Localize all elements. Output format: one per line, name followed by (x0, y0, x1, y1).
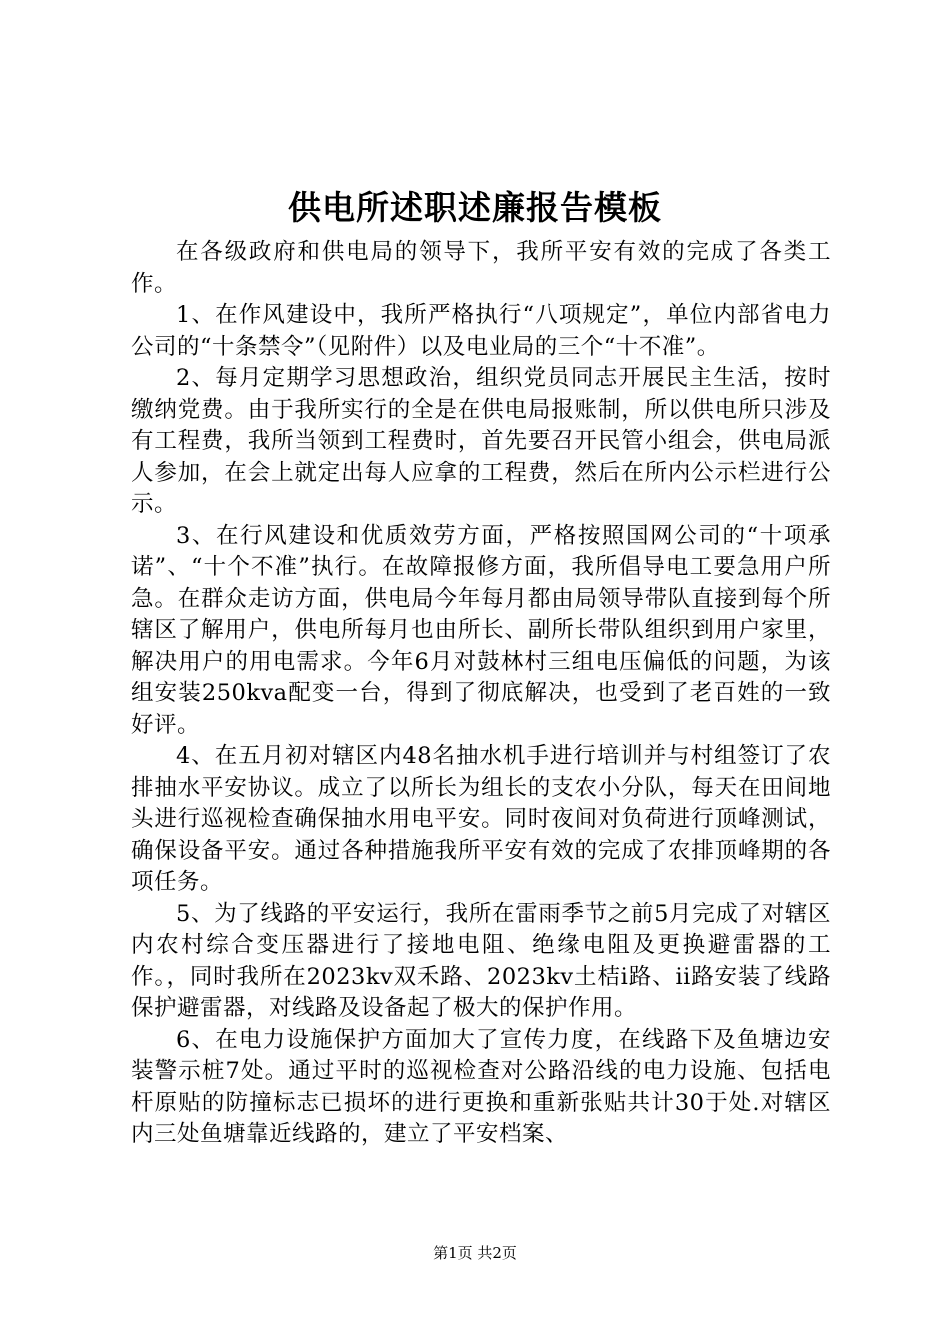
paragraph-3: 3、在行风建设和优质效劳方面，严格按照国网公司的“十项承诺”、“十个不准”执行。在故障报修方面，我所倡导电工要急用户所急。在群众走访方面，供电局今年每月都由局领导带队直接到每个所辖区了解用户，供电所每月也由所长、副所长带队组织到用户家里，解决用户的用电需求。今年6月对鼓林村三组电压偏低的问题，为该组安装250kva配变一台，得到了彻底解决，也受到了老百姓的一致好评。 (131, 522, 831, 738)
paragraph-intro: 在各级政府和供电局的领导下，我所平安有效的完成了各类工作。 (131, 239, 831, 297)
paragraph-2: 2、每月定期学习思想政治，组织党员同志开展民主生活，按时缴纳党费。由于我所实行的全是在供电局报账制，所以供电所只涉及有工程费，我所当领到工程费时，首先要召开民管小组会，供电局派人参加，在会上就定出每人应拿的工程费，然后在所内公示栏进行公示。 (131, 365, 831, 517)
paragraph-1: 1、在作风建设中，我所严格执行“八项规定”，单位内部省电力公司的“十条禁令”（见附件）以及电业局的三个“十不准”。 (131, 302, 831, 360)
document-body (131, 237, 831, 1151)
page-number-footer: 第1页 共2页 (433, 1244, 517, 1262)
document-title: 供电所述职述廉报告模板 (288, 188, 662, 227)
paragraph-4: 4、在五月初对辖区内48名抽水机手进行培训并与村组签订了农排抽水平安协议。成立了以所长为组长的支农小分队，每天在田间地头进行巡视检查确保抽水用电平安。同时夜间对负荷进行顶峰测试，确保设备平安。通过各种措施我所平安有效的完成了农排顶峰期的各项任务。 (131, 743, 831, 895)
paragraph-5: 5、为了线路的平安运行，我所在雷雨季节之前5月完成了对辖区内农村综合变压器进行了接地电阻、绝缘电阻及更换避雷器的工作。，同时我所在2023kv双禾路、2023kv土桔i路、ii路安装了线路保护避雷器，对线路及设备起了极大的保护作用。 (131, 900, 831, 1021)
paragraph-6: 6、在电力设施保护方面加大了宣传力度，在线路下及鱼塘边安装警示桩7处。通过平时的巡视检查对公路沿线的电力设施、包括电杆原贴的防撞标志已损坏的进行更换和重新张贴共计30于处.对辖区内三处鱼塘靠近线路的，建立了平安档案、 (131, 1026, 831, 1147)
